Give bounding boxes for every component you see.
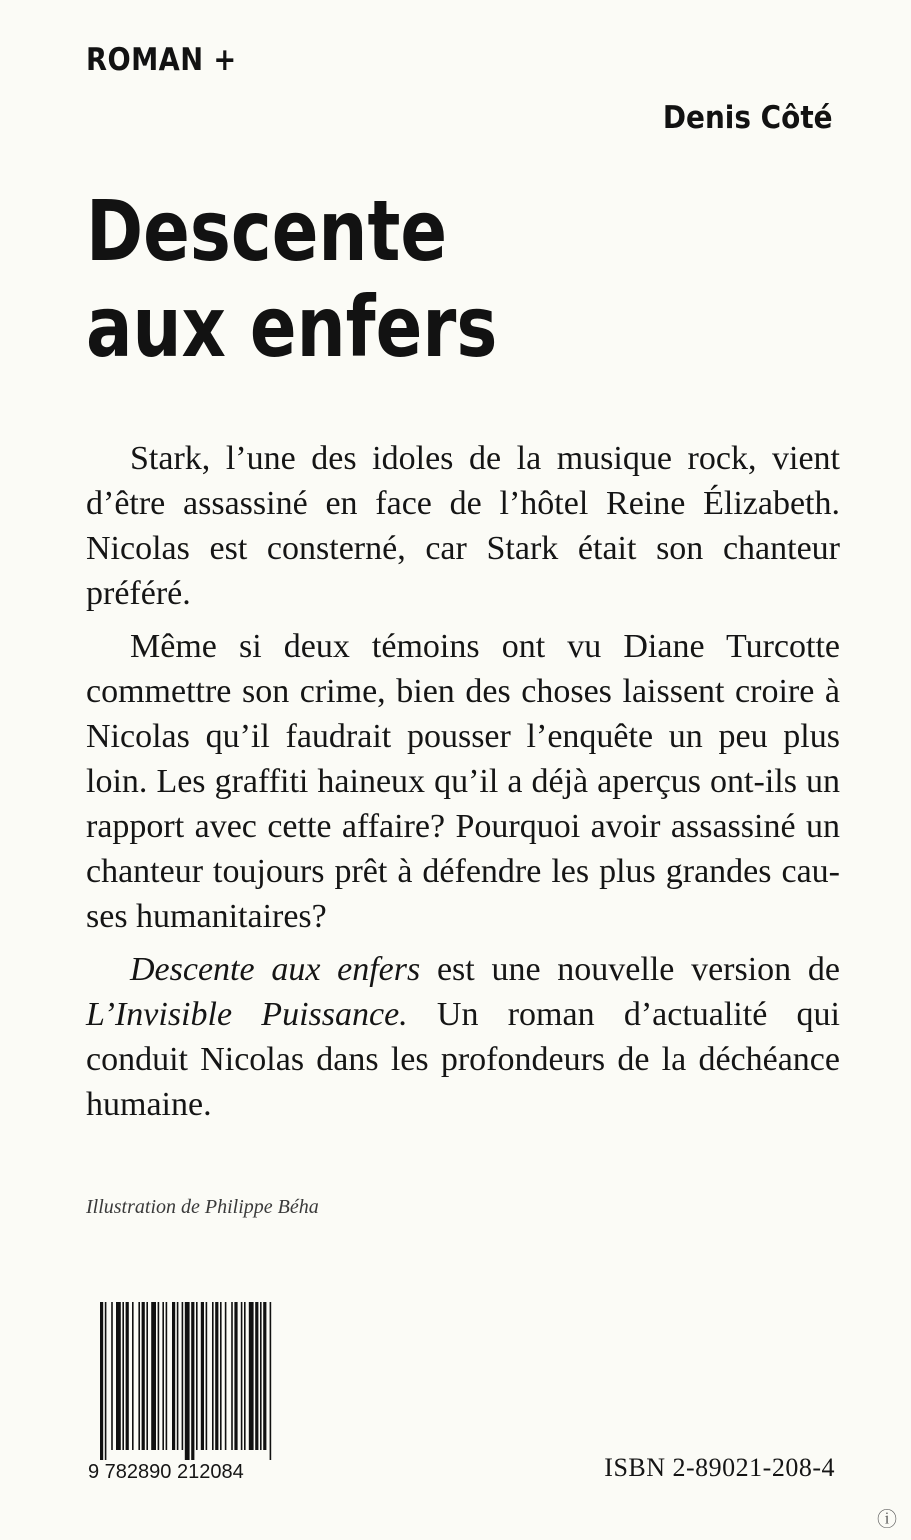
synopsis-paragraph-2: Même si deux témoins ont vu Diane Turcotte commettre son crime, bien des choses laissent croire à Nicolas qu’il faudrait pousser l’enquête un peu plus loin. Les graffiti haineux qu’il a déjà aperçus ont-ils un rapport avec cette affaire? Pourquoi avoir assassiné un chanteur toujours prêt à défendre les plus grandes causes humanitaires? [86,628,840,935]
barcode-bar [100,1302,103,1460]
barcode-bar [126,1302,129,1450]
barcode-bar [158,1302,160,1450]
barcode-bar [234,1302,237,1450]
synopsis-text-segment: Un roman d’actualité qui conduit Nicolas dans les profondeurs de la déchéance humaine. [86,996,840,1123]
barcode-bar [142,1302,145,1450]
barcode-graphic [86,1302,344,1482]
barcode-bar [191,1302,194,1460]
illustration-credit: Illustration de Philippe Béha [86,1196,319,1218]
series-label: ROMAN + [86,42,237,78]
synopsis-paragraph-3 [86,947,840,1127]
barcode-digits: 9 782890 212084 [88,1461,244,1482]
barcode-bar [177,1302,179,1450]
barcode-bar [249,1302,254,1450]
synopsis-paragraph-1: Stark, l’une des idoles de la musique rock, vient d’être assassiné en face de l’hôtel Reine Élizabeth. Nicolas est consterné, car Stark était son chanteur préféré. [86,440,840,612]
barcode-bar [255,1302,258,1450]
barcode-bar [122,1302,124,1450]
barcode [86,1302,344,1482]
barcode-bar [260,1302,262,1450]
barcode-bar [212,1302,214,1450]
publisher-logo-icon: ⓘ [877,1509,897,1531]
barcode-bar [206,1302,208,1450]
barcode-bar [105,1302,107,1460]
barcode-bar [215,1302,218,1450]
original-title-reference: L’Invisible Puissance. [86,996,408,1033]
barcode-bar [201,1302,204,1450]
barcode-bar [182,1302,184,1450]
isbn: ISBN 2-89021-208-4 [604,1453,835,1482]
barcode-bar [241,1302,243,1450]
barcode-bar [270,1302,272,1460]
barcode-bar [172,1302,175,1450]
book-title-reference: Descente aux enfers [130,951,421,988]
barcode-bar [244,1302,246,1450]
barcode-bar [132,1302,134,1450]
title-line-2: aux enfers [86,278,498,376]
synopsis-text-segment: est une nouvelle version de [420,951,840,988]
barcode-bar [116,1302,121,1450]
barcode-bar [166,1302,168,1450]
barcode-bar [220,1302,222,1450]
barcode-bar [225,1302,227,1450]
barcode-bar [263,1302,266,1450]
barcode-bar [185,1302,190,1460]
barcode-bar [196,1302,198,1450]
synopsis [86,436,840,1135]
barcode-bar [111,1302,113,1450]
barcode-bar [162,1302,164,1450]
book-title [86,183,497,375]
author-name: Denis Côté [663,100,833,136]
barcode-bar [231,1302,233,1450]
barcode-bar [151,1302,156,1450]
title-line-1: Descente [86,182,448,280]
barcode-bar [146,1302,148,1450]
barcode-bar [138,1302,140,1450]
